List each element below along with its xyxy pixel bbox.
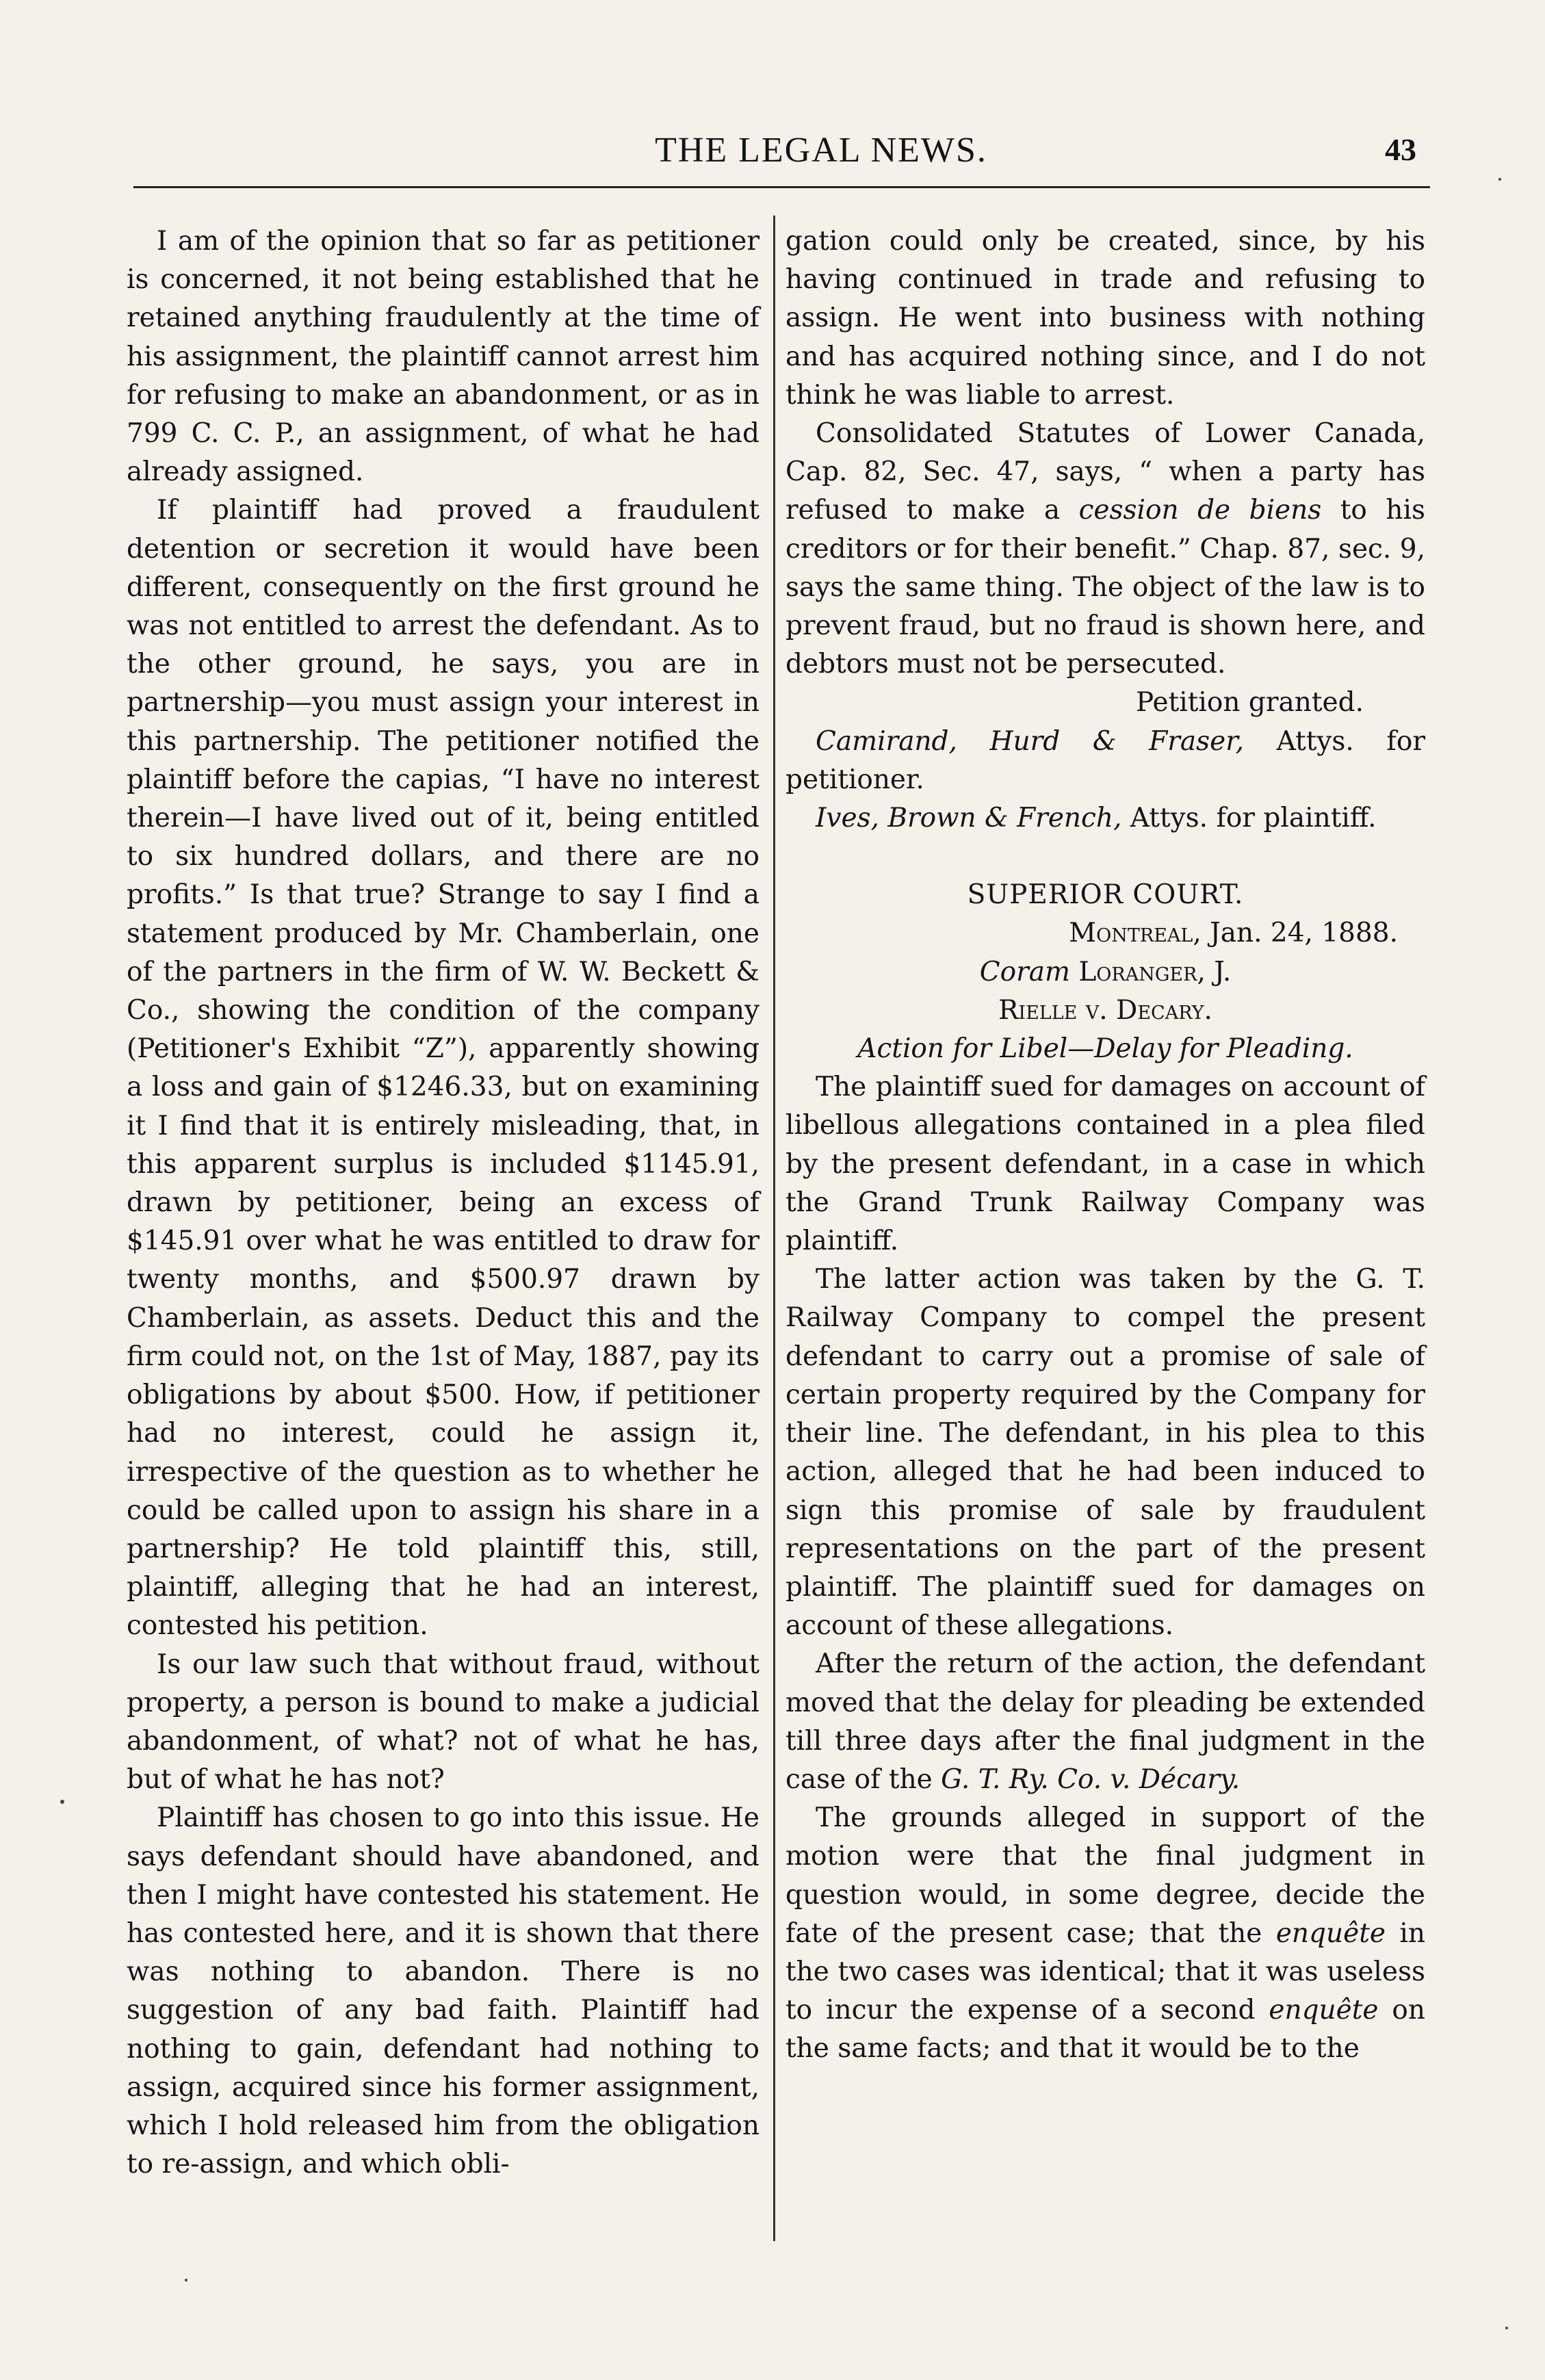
print-speck bbox=[1498, 178, 1501, 181]
italic-term: cession de biens bbox=[1078, 495, 1322, 526]
print-speck bbox=[1505, 2327, 1508, 2329]
print-speck bbox=[60, 1800, 64, 1804]
paragraph: I am of the opinion that so far as petitioner is concerned, it not being established that he retained anything fraudulently at the time of his assignment, the plaintiff cannot arrest him for refusing to make an abandonment, or as in 799 C. C. P., an assignment, of what he had already assigned. bbox=[127, 226, 759, 488]
header-rule bbox=[133, 186, 1430, 188]
column-divider bbox=[773, 216, 775, 2241]
paragraph: Consolidated Statutes of Lower Canada, Cap. 82, Sec. 47, says, “ when a party has refused to make a cession de biens to his creditors or for their benefit.” Chap. 87, sec. 9, says the same thing. The object of the law is to prevent fraud, but no fraud is shown here, and debtors must not be persecuted. bbox=[786, 418, 1425, 680]
paragraph: After the return of the action, the defendant moved that the delay for pleading be extended till three days after the final judgment in the case of the G. T. Ry. Co. v. Décary. bbox=[786, 1648, 1425, 1795]
print-speck bbox=[185, 2279, 187, 2281]
paragraph: The plaintiff sued for damages on account of libellous allegations contained in a plea filed by the present defendant, in a case in which the Grand Trunk Railway Company was plaintiff. bbox=[786, 1072, 1425, 1257]
page-number: 43 bbox=[1385, 132, 1416, 167]
paragraph: If plaintiff had proved a fraudulent detention or secretion it would have been different, consequently on the first ground he was not entitled to arrest the defendant. As to the other ground, he says, you are in partnership—you must assign your interest in this partnership. The petitioner notified the plaintiff before the capias, “I have no interest therein—I have lived out of it, being entitled to six hundred dollars, and there are no profits.” Is that true? Strange to say I find a statement produced by Mr. Chamberlain, one of the partners in the firm of W. W. Beckett & Co., showing the condition of the company (Petitioner's Exhibit “Z”), apparently showing a loss and gain of $1246.33, but on examining it I find that it is entirely misleading, that, in this apparent surplus is included $1145.91, drawn by petitioner, being an excess of $145.91 over what he was entitled to draw for twenty months, and $500.97 drawn by Chamberlain, as assets. Deduct this and the firm could not, on the 1st of May, 1887, pay its obligations by about $500. How, if petitioner had no interest, could he assign it, irrespective of the question as to whether he could be called upon to assign his share in a partnership? He told plaintiff this, still, plaintiff, alleging that he had an interest, contested his petition. bbox=[127, 495, 759, 1642]
court-heading: SUPERIOR COURT. bbox=[967, 879, 1244, 911]
attorneys-plaintiff: Ives, Brown & French, Attys. for plaintiff. bbox=[816, 803, 1377, 834]
paragraph: Is our law such that without fraud, without property, a person is bound to make a judicial abandonment, of what? not of what he has, but of what he has not? bbox=[127, 1648, 759, 1796]
paragraph: The grounds alleged in support of the motion were that the final judgment in question would, in some degree, decide the fate of the present case; that the enquête in the two cases was identical; that it was useless to incur the expense of a second enquête on the same facts; and that it would be to the bbox=[786, 1802, 1425, 2065]
ruling: Petition granted. bbox=[1136, 687, 1364, 719]
running-header bbox=[137, 130, 1437, 185]
journal-title: THE LEGAL NEWS. bbox=[655, 131, 987, 170]
left-column bbox=[127, 222, 759, 2184]
dateline: Montreal, Jan. 24, 1888. bbox=[1069, 918, 1398, 949]
case-subject: Action for Libel—Delay for Pleading. bbox=[857, 1033, 1353, 1065]
paragraph: The latter action was taken by the G. T. Railway Company to compel the present defendant to carry out a promise of sale of certain property required by the Company for their line. The defendant, in his plea to this action, alleged that he had been induced to sign this promise of sale by fraudulent representations on the part of the present plaintiff. The plaintiff sued for damages on account of these allegations. bbox=[786, 1264, 1425, 1642]
paragraph: Plaintiff has chosen to go into this issue. He says defendant should have abandoned, and then I might have contested his statement. He has contested here, and it is shown that there was nothing to abandon. There is no suggestion of any bad faith. Plaintiff had nothing to gain, defendant had nothing to assign, acquired since his former assignment, which I hold released him from the obligation to re-assign, and which obli- bbox=[127, 1802, 759, 2180]
coram: Coram Loranger, J. bbox=[979, 956, 1232, 987]
attorneys-petitioner: Camirand, Hurd & Fraser, Attys. for petitioner. bbox=[786, 725, 1425, 795]
right-column bbox=[786, 222, 1425, 2069]
case-name: Rielle v. Decary. bbox=[998, 994, 1212, 1026]
paragraph-continued: gation could only be created, since, by his having continued in trade and refusing to assign. He went into business with nothing and has acquired nothing since, and I do not think he was liable to arrest. bbox=[786, 226, 1425, 411]
